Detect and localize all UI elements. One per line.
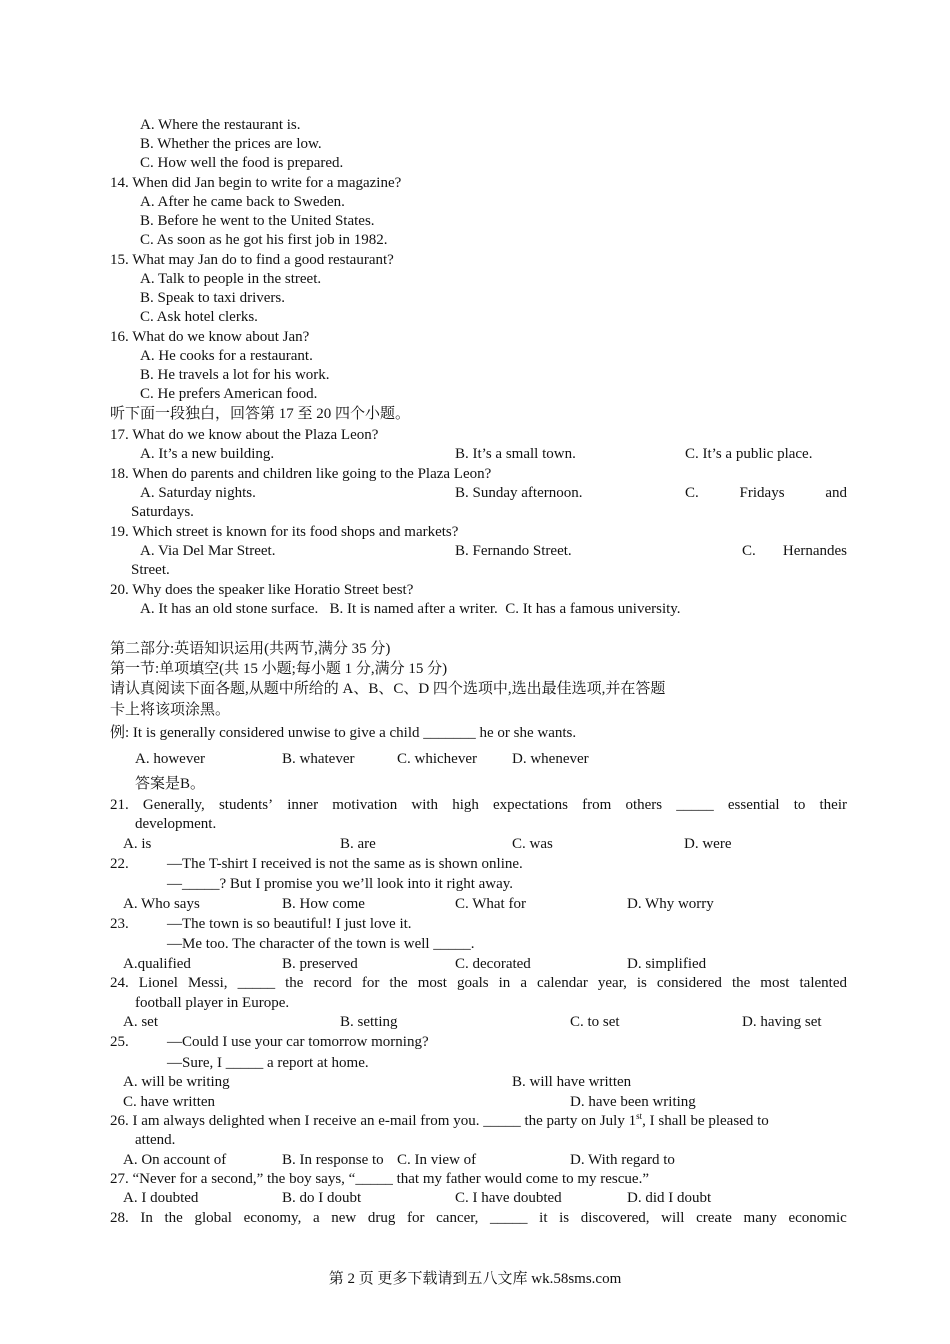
q15-option-a: A. Talk to people in the street. — [140, 271, 322, 287]
q21-word: Generally, — [142, 797, 205, 813]
example-option-d: D. whenever — [512, 751, 589, 767]
q25-option-c: C. have written — [123, 1094, 216, 1110]
q25-option-d: D. have been writing — [570, 1094, 696, 1110]
q17-option-b: B. It’s a small town. — [455, 446, 576, 462]
q25-option-a: A. will be writing — [123, 1074, 230, 1090]
q24-word: the — [389, 975, 408, 991]
q25-option-b: B. will have written — [512, 1074, 632, 1090]
q16-option-b: B. He travels a lot for his work. — [140, 367, 330, 383]
example-answer: 答案是B。 — [135, 776, 206, 792]
q20-stem: 20. Why does the speaker like Horatio Street best? — [110, 582, 414, 598]
q21-word: expectations — [493, 797, 568, 813]
q28-word: is — [559, 1210, 570, 1226]
q21-stem-cont: development. — [135, 816, 217, 832]
q22-number: 22. — [110, 856, 129, 872]
example-option-a: A. however — [135, 751, 205, 767]
q22-option-a: A. Who says — [123, 896, 200, 912]
q24-word: considered — [656, 975, 722, 991]
q28-word: a — [312, 1210, 320, 1226]
q21-word: their — [819, 797, 847, 813]
q28-word: will — [661, 1210, 685, 1226]
part2-instruction-line2: 卡上将该项涂黑。 — [110, 702, 231, 718]
q22-option-d: D. Why worry — [627, 896, 714, 912]
q18-option-a: A. Saturday nights. — [140, 485, 256, 501]
q14-option-a: A. After he came back to Sweden. — [140, 194, 345, 210]
q21-option-b: B. are — [340, 836, 376, 852]
q21-word: _____ — [676, 797, 714, 813]
q25-line1: —Could I use your car tomorrow morning? — [167, 1034, 429, 1050]
q21-option-a: A. is — [123, 836, 152, 852]
q28-word: discovered, — [580, 1210, 650, 1226]
part2-title: 第二部分:英语知识运用(共两节,满分 35 分) — [110, 641, 391, 657]
q23-line1: —The town is so beautiful! I just love it. — [167, 916, 412, 932]
q24-word: for — [361, 975, 380, 991]
monologue-instruction: 听下面一段独白，回答第 17 至 20 四个小题。 — [110, 406, 411, 422]
q21-word: with — [411, 797, 439, 813]
q24-option-d: D. having set — [742, 1014, 822, 1030]
q17-stem: 17. What do we know about the Plaza Leon? — [110, 427, 379, 443]
q19-option-c-cont: Street. — [131, 562, 170, 578]
q13-option-b: B. Whether the prices are low. — [140, 136, 322, 152]
q28-word: many — [743, 1210, 777, 1226]
example-stem: 例: It is generally considered unwise to give a child _______ he or she wants. — [110, 725, 577, 741]
q27-option-d: D. did I doubt — [627, 1190, 712, 1206]
q28-word: the — [164, 1210, 183, 1226]
part2-instruction-line1: 请认真阅读下面各题,从题中所给的 A、B、C、D 四个选项中,选出最佳选项,并在答题 — [110, 681, 666, 697]
q26-stem-text: 26. I am always delighted when I receive an e-mail from you. _____ the party on July 1 — [110, 1113, 637, 1129]
q28-word: for — [407, 1210, 425, 1226]
q24-word: Messi, — [187, 975, 228, 991]
q24-option-b: B. setting — [340, 1014, 398, 1030]
q24-word: most — [417, 975, 447, 991]
q24-word: _____ — [237, 975, 276, 991]
q14-option-c: C. As soon as he got his first job in 1982. — [140, 232, 388, 248]
q19-stem: 19. Which street is known for its food shops and markets? — [110, 524, 459, 540]
q28-word: _____ — [490, 1210, 528, 1226]
q27-option-a: A. I doubted — [123, 1190, 199, 1206]
q28-word: In — [140, 1210, 153, 1226]
q26-stem-cont: attend. — [135, 1132, 176, 1148]
q18-option-c-word: Fridays — [739, 485, 785, 501]
q28-word: new — [331, 1210, 357, 1226]
q28-word: global — [194, 1210, 232, 1226]
q14-stem: 14. When did Jan begin to write for a magazine? — [110, 175, 402, 191]
q15-option-c: C. Ask hotel clerks. — [140, 309, 258, 325]
q28-word: cancer, — [436, 1210, 479, 1226]
q21-option-c: C. was — [512, 836, 553, 852]
q18-option-c-cont: Saturdays. — [131, 504, 194, 520]
q18-stem: 18. When do parents and children like going to the Plaza Leon? — [110, 466, 492, 482]
q17-option-c: C. It’s a public place. — [685, 446, 813, 462]
q24-stem-cont: football player in Europe. — [135, 995, 290, 1011]
q24-option-c: C. to set — [570, 1014, 620, 1030]
q23-option-b: B. preserved — [282, 956, 358, 972]
q26-option-a: A. On account of — [123, 1152, 227, 1168]
part2-section1: 第一节:单项填空(共 15 小题;每小题 1 分,满分 15 分) — [110, 661, 448, 677]
q23-option-a: A.qualified — [123, 956, 191, 972]
q21-word: high — [452, 797, 479, 813]
q28-word: it — [539, 1210, 548, 1226]
q24-word: 24. — [110, 975, 129, 991]
q24-word: the — [285, 975, 304, 991]
q28-word: create — [696, 1210, 732, 1226]
q26-stem-superscript: st — [636, 1111, 643, 1121]
q21-word: to — [793, 797, 806, 813]
q14-option-b: B. Before he went to the United States. — [140, 213, 375, 229]
q24-word: talented — [799, 975, 847, 991]
q17-option-a: A. It’s a new building. — [140, 446, 275, 462]
q21-word: inner — [287, 797, 319, 813]
q16-option-c: C. He prefers American food. — [140, 386, 318, 402]
q24-stem — [110, 974, 847, 993]
q27-option-b: B. do I doubt — [282, 1190, 362, 1206]
q16-option-a: A. He cooks for a restaurant. — [140, 348, 313, 364]
q23-line2: —Me too. The character of the town is well _____. — [167, 936, 475, 952]
q28-word: 28. — [110, 1210, 129, 1226]
q21-option-d: D. were — [684, 836, 732, 852]
q27-option-c: C. I have doubted — [455, 1190, 562, 1206]
q21-word: 21. — [110, 797, 129, 813]
q20-options: A. It has an old stone surface. B. It is named after a writer. C. It has a famous university. — [140, 601, 681, 617]
q23-number: 23. — [110, 916, 129, 932]
q26-option-b: B. In response to — [282, 1152, 384, 1168]
q18-option-c-word: C. — [685, 485, 699, 501]
q18-option-c — [685, 484, 847, 503]
q24-word: calendar — [537, 975, 588, 991]
q21-word: students’ — [218, 797, 274, 813]
q24-word: is — [636, 975, 647, 991]
page-footer: 第 2 页 更多下载请到五八文库 wk.58sms.com — [328, 1271, 622, 1287]
q24-word: the — [731, 975, 751, 991]
q26-stem-text-end: , I shall be pleased to — [642, 1113, 769, 1129]
q19-option-c-word: C. — [742, 543, 756, 559]
q24-option-a: A. set — [123, 1014, 158, 1030]
q19-option-a: A. Via Del Mar Street. — [140, 543, 276, 559]
q21-word: essential — [727, 797, 780, 813]
q19-option-b: B. Fernando Street. — [455, 543, 572, 559]
q22-line1: —The T-shirt I received is not the same as is shown online. — [167, 856, 523, 872]
q21-word: from — [582, 797, 612, 813]
q24-word: a — [520, 975, 528, 991]
q19-option-c-word: Hernandes — [782, 543, 847, 559]
q18-option-b: B. Sunday afternoon. — [455, 485, 583, 501]
q24-word: goals — [456, 975, 489, 991]
q15-option-b: B. Speak to taxi drivers. — [140, 290, 285, 306]
q24-word: year, — [597, 975, 627, 991]
q15-stem: 15. What may Jan do to find a good restaurant? — [110, 252, 394, 268]
q24-word: most — [760, 975, 790, 991]
q28-word: economy, — [243, 1210, 302, 1226]
q28-stem — [110, 1209, 847, 1228]
q28-word: economic — [788, 1210, 847, 1226]
q18-option-c-word: and — [825, 485, 847, 501]
q16-stem: 16. What do we know about Jan? — [110, 329, 310, 345]
q26-stem — [110, 1112, 769, 1131]
q22-option-c: C. What for — [455, 896, 526, 912]
q21-stem — [110, 796, 847, 815]
q19-option-c — [742, 542, 847, 561]
q24-word: record — [313, 975, 352, 991]
q24-word: Lionel — [138, 975, 178, 991]
q22-option-b: B. How come — [282, 896, 365, 912]
q28-word: drug — [367, 1210, 396, 1226]
q13-option-a: A. Where the restaurant is. — [140, 117, 301, 133]
example-option-b: B. whatever — [282, 751, 355, 767]
q21-word: motivation — [332, 797, 398, 813]
q22-line2: —_____? But I promise you we’ll look into it right away. — [167, 876, 514, 892]
q24-word: in — [498, 975, 511, 991]
example-option-c: C. whichever — [397, 751, 477, 767]
q26-option-c: C. In view of — [397, 1152, 477, 1168]
q23-option-c: C. decorated — [455, 956, 531, 972]
q26-option-d: D. With regard to — [570, 1152, 675, 1168]
q25-line2: —Sure, I _____ a report at home. — [167, 1055, 369, 1071]
q13-option-c: C. How well the food is prepared. — [140, 155, 344, 171]
q27-stem: 27. “Never for a second,” the boy says, “_____ that my father would come to my rescue.” — [110, 1171, 649, 1187]
q21-word: others — [625, 797, 663, 813]
q23-option-d: D. simplified — [627, 956, 707, 972]
q25-number: 25. — [110, 1034, 129, 1050]
